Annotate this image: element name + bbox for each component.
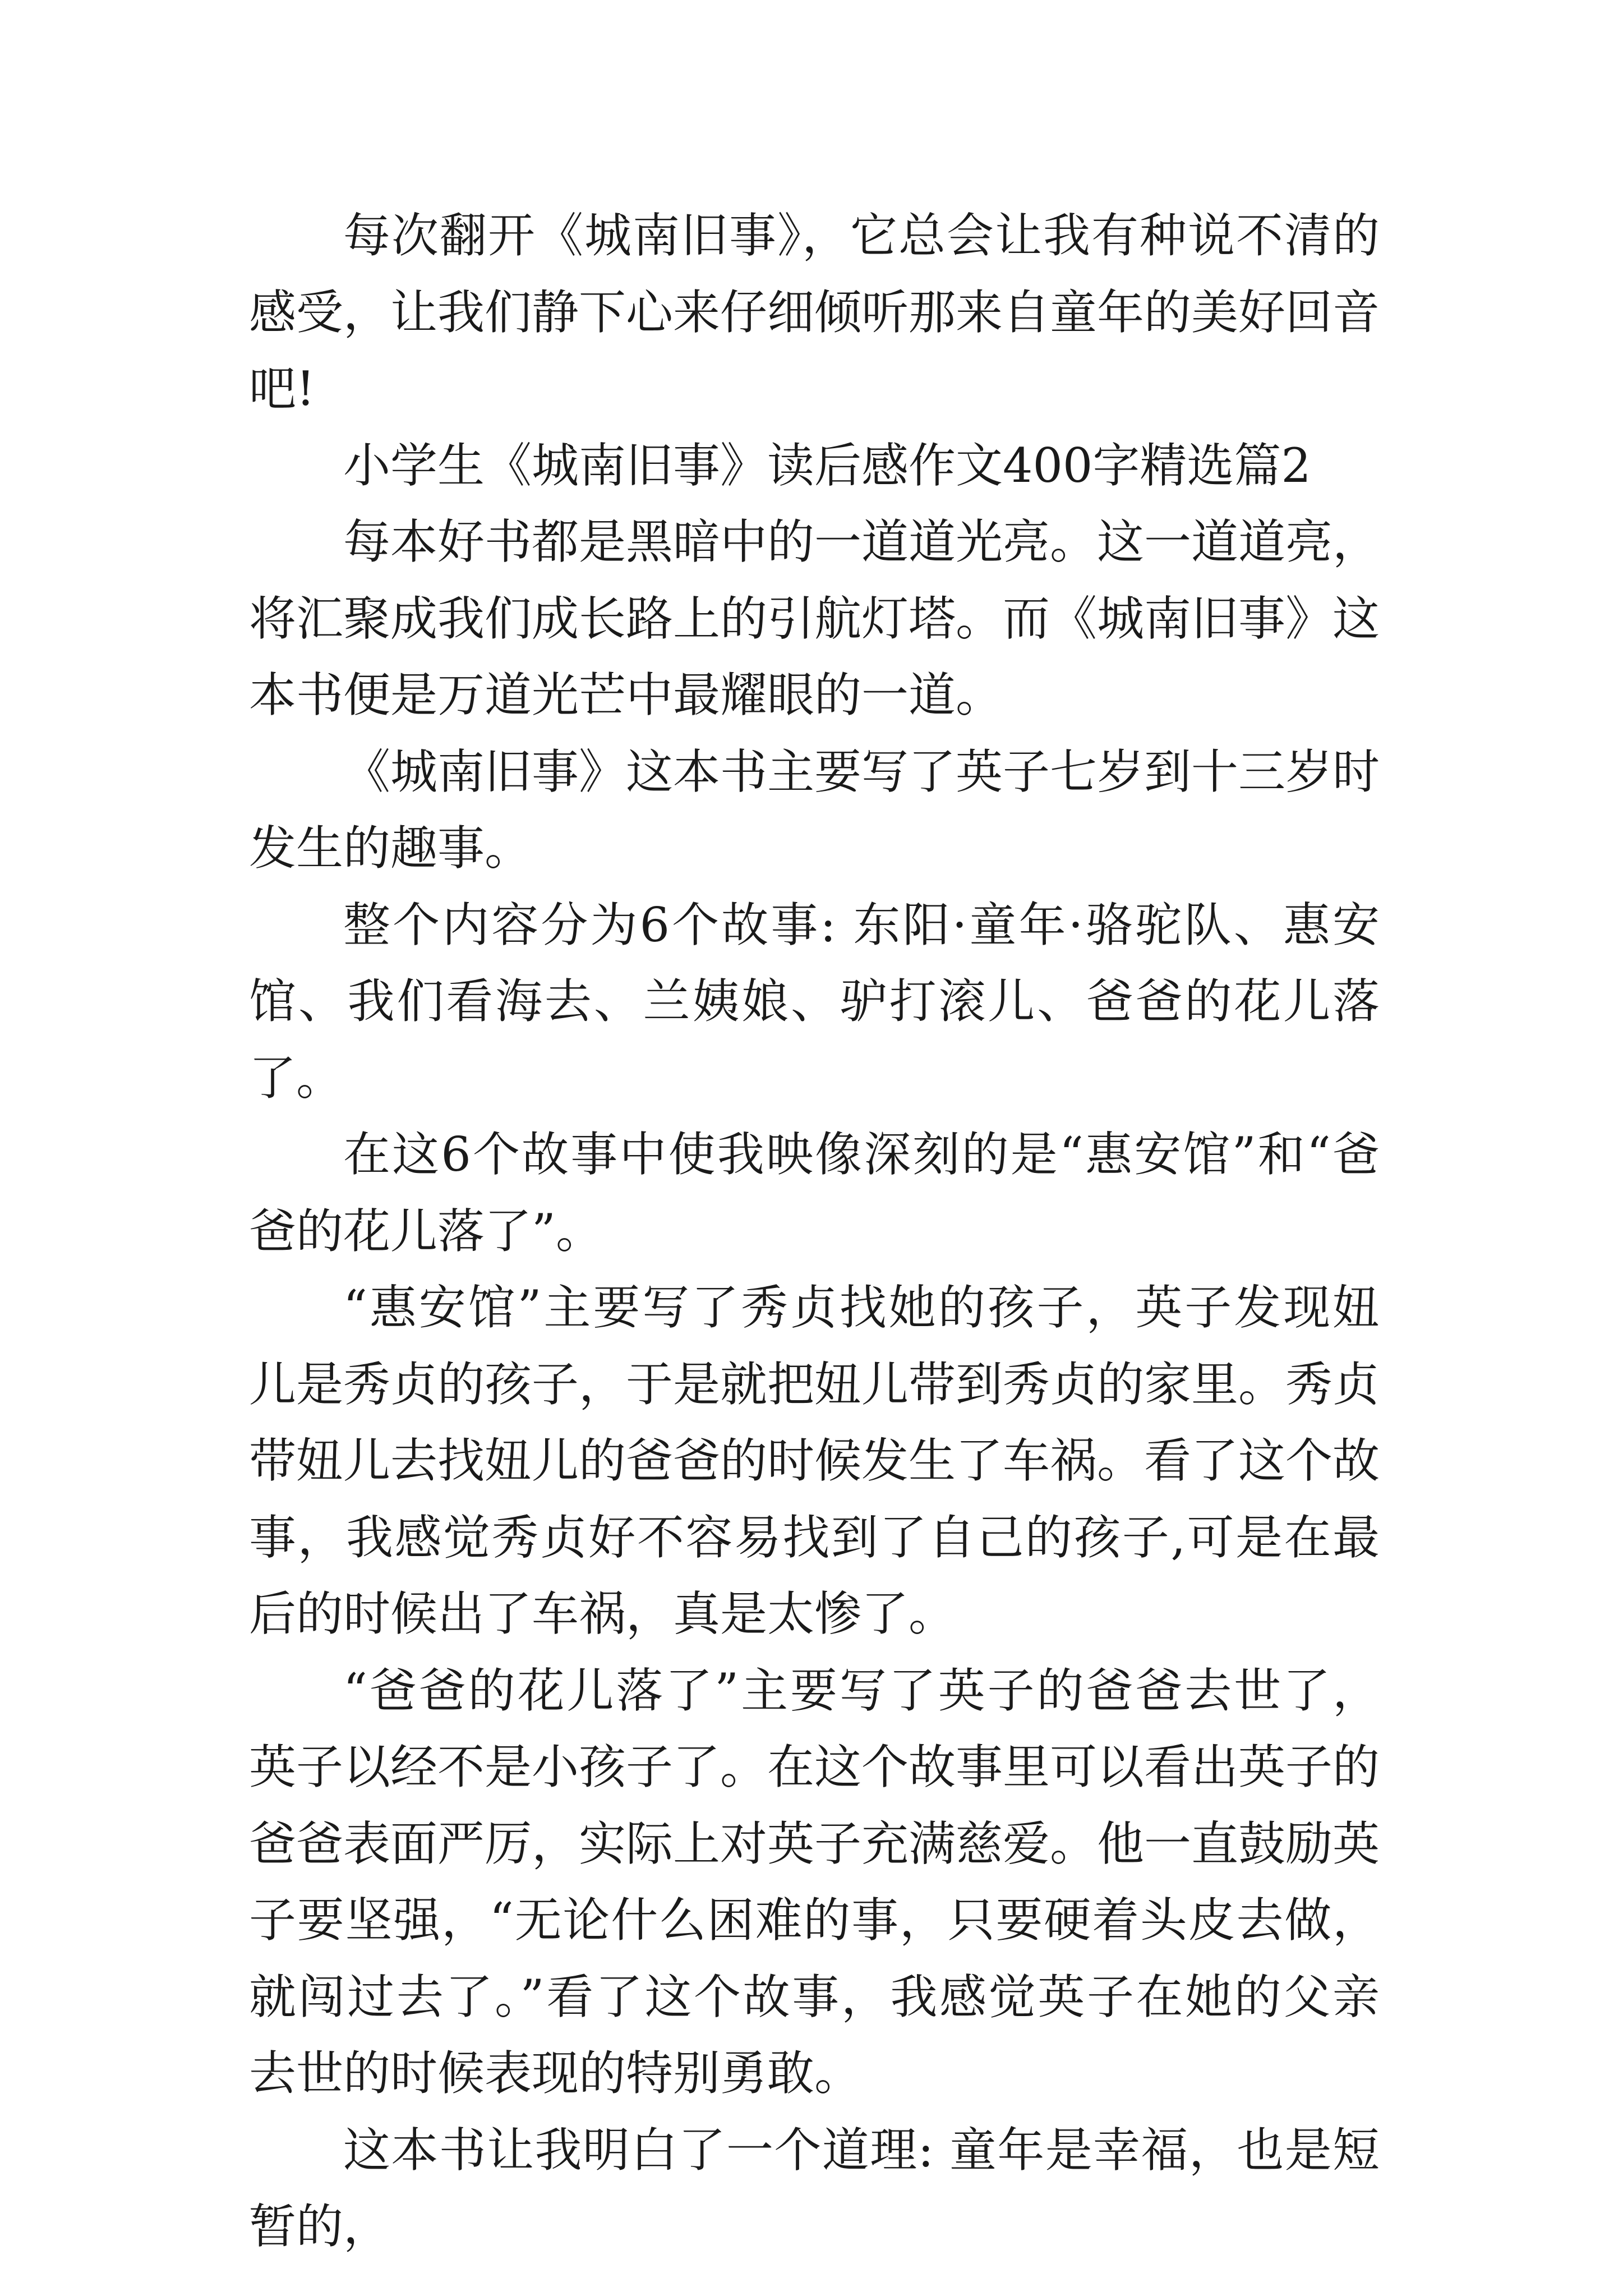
paragraph-book-summary: 《城南旧事》这本书主要写了英子七岁到十三岁时发生的趣事。 [249,744,1380,876]
document-body [249,197,1380,2265]
paragraph-lesson: 这本书让我明白了一个道理: 童年是幸福，也是短暂的， [249,2122,1380,2254]
paragraph-impression: 在这6个故事中使我映像深刻的是“惠安馆”和“爸爸的花儿落了”。 [249,1127,1380,1259]
paragraph-father-flowers: “爸爸的花儿落了”主要写了英子的爸爸去世了，英子以经不是小孩子了。在这个故事里可以看出英子的爸爸表面严厉，实际上对英子充满慈爱。他一直鼓励英子要坚强，“无论什么困难的事，只要硬着头皮去做，就闯过去了。”看了这个故事，我感觉英子在她的父亲去世的时候表现的特别勇敢。 [249,1663,1380,2101]
paragraph-story-list: 整个内容分为6个故事: 东阳·童年·骆驼队、惠安馆、我们看海去、兰姨娘、驴打滚儿、爸爸的花儿落了。 [249,897,1380,1106]
paragraph-huian-guan: “惠安馆”主要写了秀贞找她的孩子，英子发现妞儿是秀贞的孩子，于是就把妞儿带到秀贞的家里。秀贞带妞儿去找妞儿的爸爸的时候发生了车祸。看了这个故事，我感觉秀贞好不容易找到了自己的孩子,可是在最后的时候出了车祸，真是太惨了。 [249,1280,1380,1641]
essay-heading: 小学生《城南旧事》读后感作文400字精选篇2 [343,438,1311,493]
paragraph-intro-end: 每次翻开《城南旧事》，它总会让我有种说不清的感受，让我们静下心来仔细倾听那来自童年的美好回音吧! [249,208,1380,416]
paragraph-good-books: 每本好书都是黑暗中的一道道光亮。这一道道亮，将汇聚成我们成长路上的引航灯塔。而《城南旧事》这本书便是万道光芒中最耀眼的一道。 [249,514,1380,723]
